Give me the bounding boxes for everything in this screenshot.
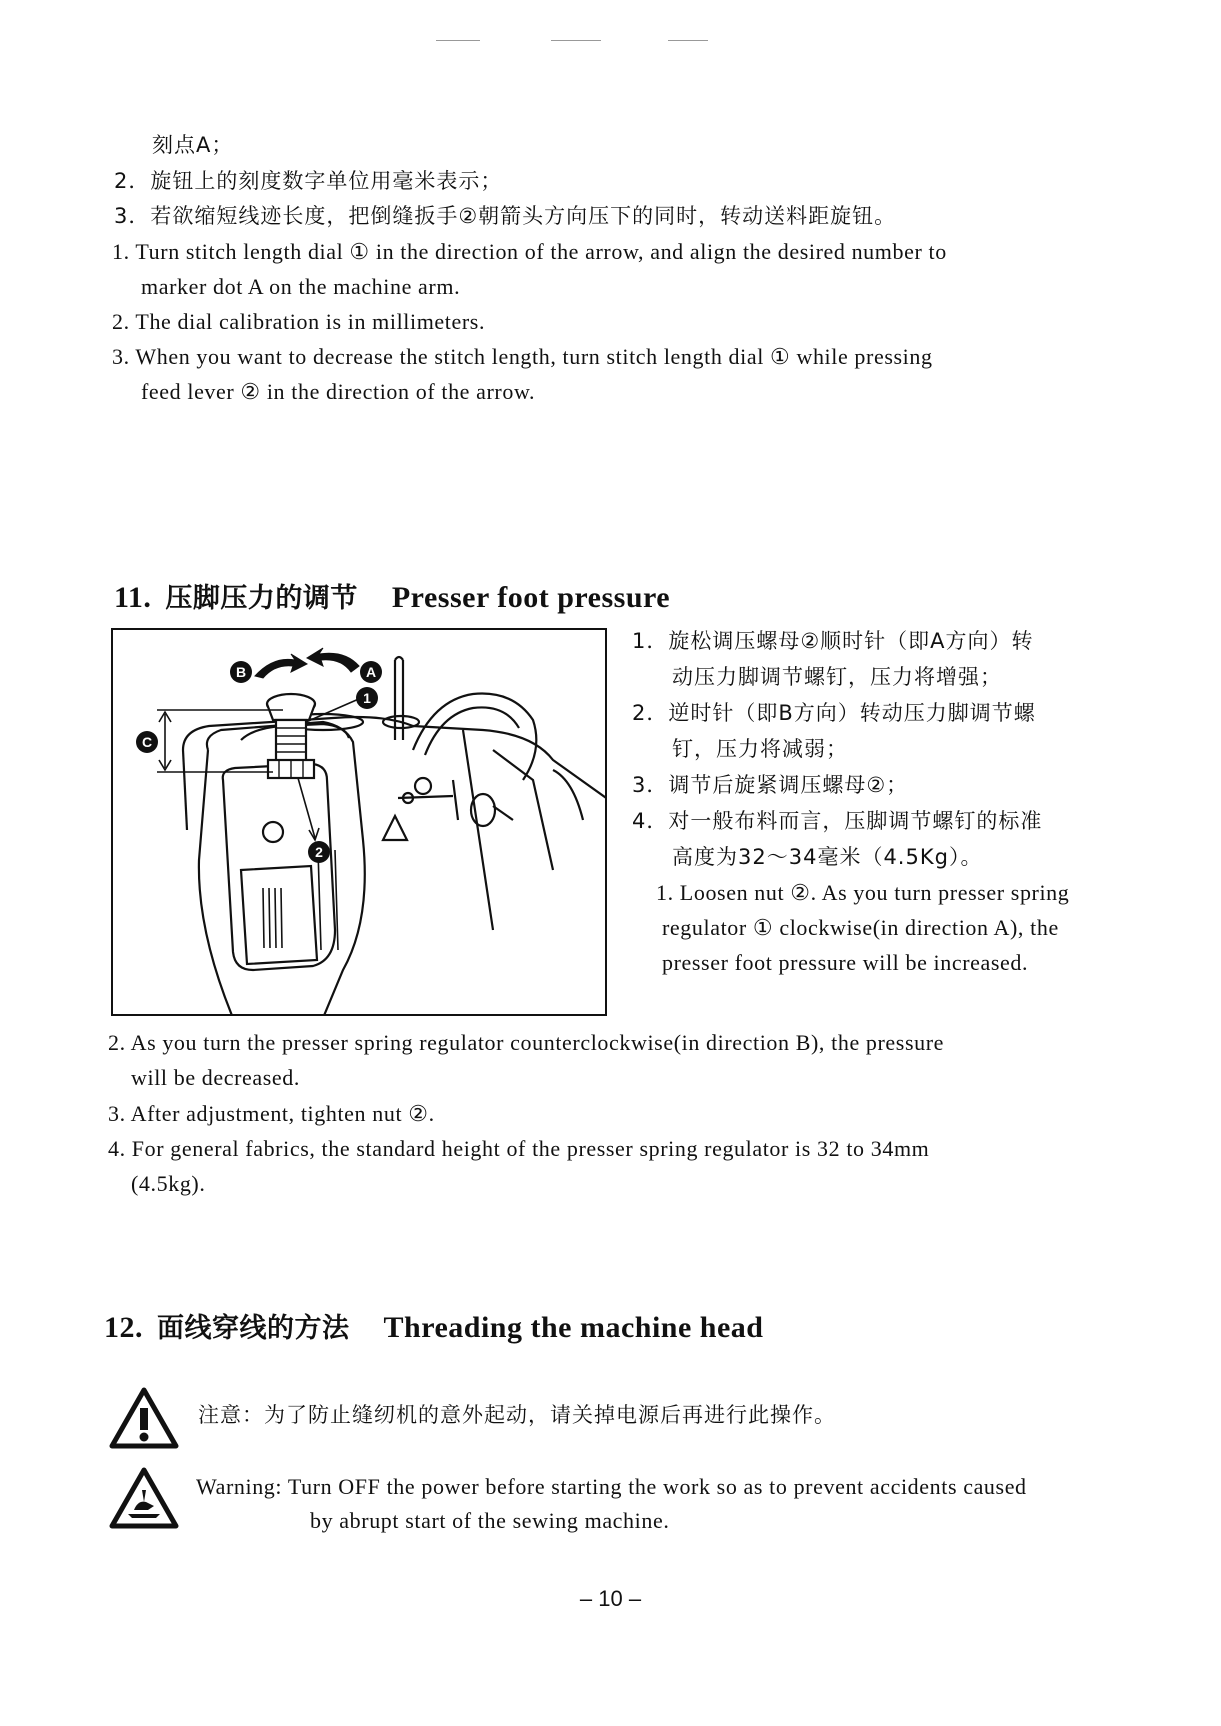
section-12-title-en: Threading the machine head: [383, 1311, 764, 1344]
s11-en-line-2: will be decreased.: [131, 1065, 301, 1090]
presser-foot-figure: [111, 628, 607, 1016]
scan-mark: [551, 40, 601, 41]
s11-en-side-3: presser foot pressure will be increased.: [662, 950, 1029, 975]
presser-foot-illustration: [113, 630, 607, 1016]
section-12-title-cn: 面线穿线的方法: [157, 1313, 350, 1344]
top-cn-line-3: 3．若欲缩短线迹长度，把倒缝扳手②朝箭头方向压下的同时，转动送料距旋钮。: [114, 204, 897, 228]
s11-cn-line-2: 动压力脚调节螺钉，压力将增强；: [672, 665, 1002, 689]
top-en-line-5: feed lever ② in the direction of the arrow.: [141, 379, 536, 404]
s11-en-line-1: 2. As you turn the presser spring regulator counterclockwise(in direction B), the pressure: [108, 1030, 945, 1055]
caution-text-cn: 注意：为了防止缝纫机的意外起动，请关掉电源后再进行此操作。: [198, 1403, 836, 1427]
s11-cn-line-5: 3．调节后旋紧调压螺母②；: [632, 773, 909, 797]
scan-mark: [668, 40, 708, 41]
s11-cn-line-7: 高度为32～34毫米（4.5Kg）。: [672, 845, 983, 869]
section-12-heading: [104, 1306, 764, 1345]
warning-text-line-1: Warning: Turn OFF the power before starting the work so as to prevent accidents caused: [196, 1474, 1027, 1499]
section-11-heading: [114, 576, 670, 615]
s11-en-line-5: (4.5kg).: [131, 1171, 206, 1196]
section-11-title-en: Presser foot pressure: [391, 581, 671, 614]
hand-injury-warning-icon: [108, 1466, 180, 1530]
top-en-line-1: 1. Turn stitch length dial ① in the direction of the arrow, and align the desired number to: [112, 239, 947, 264]
top-en-line-3: 2. The dial calibration is in millimeters.: [112, 309, 486, 334]
top-cn-line-2: 2．旋钮上的刻度数字单位用毫米表示；: [114, 169, 503, 193]
section-11-number: 11.: [114, 581, 152, 614]
scan-mark: [436, 40, 480, 41]
page-number: – 10 –: [579, 1586, 642, 1611]
caution-triangle-icon: [108, 1386, 180, 1450]
warning-text-line-2: by abrupt start of the sewing machine.: [310, 1508, 670, 1533]
label-a: A: [365, 664, 377, 680]
label-b: B: [235, 664, 247, 680]
label-2: 2: [315, 844, 323, 860]
s11-cn-line-3: 2．逆时针（即B方向）转动压力脚调节螺: [632, 701, 1036, 725]
top-cn-line-1: 刻点A；: [152, 133, 234, 157]
top-en-line-2: marker dot A on the machine arm.: [141, 274, 461, 299]
section-12-number: 12.: [104, 1311, 143, 1344]
s11-cn-line-4: 钉，压力将减弱；: [672, 737, 848, 761]
s11-en-line-3: 3. After adjustment, tighten nut ②.: [108, 1101, 435, 1126]
top-en-line-4: 3. When you want to decrease the stitch length, turn stitch length dial ① while pressing: [112, 344, 933, 369]
section-11-title-cn: 压脚压力的调节: [165, 583, 358, 614]
label-c: C: [141, 734, 153, 750]
s11-en-side-2: regulator ① clockwise(in direction A), the: [662, 915, 1059, 940]
label-1: 1: [363, 690, 371, 706]
s11-en-line-4: 4. For general fabrics, the standard height of the presser spring regulator is 32 to 34mm: [108, 1136, 930, 1161]
s11-cn-line-1: 1．旋松调压螺母②顺时针（即A方向）转: [632, 629, 1034, 653]
s11-en-side-1: 1. Loosen nut ②. As you turn presser spring: [656, 880, 1070, 905]
s11-cn-line-6: 4．对一般布料而言，压脚调节螺钉的标准: [632, 809, 1043, 833]
